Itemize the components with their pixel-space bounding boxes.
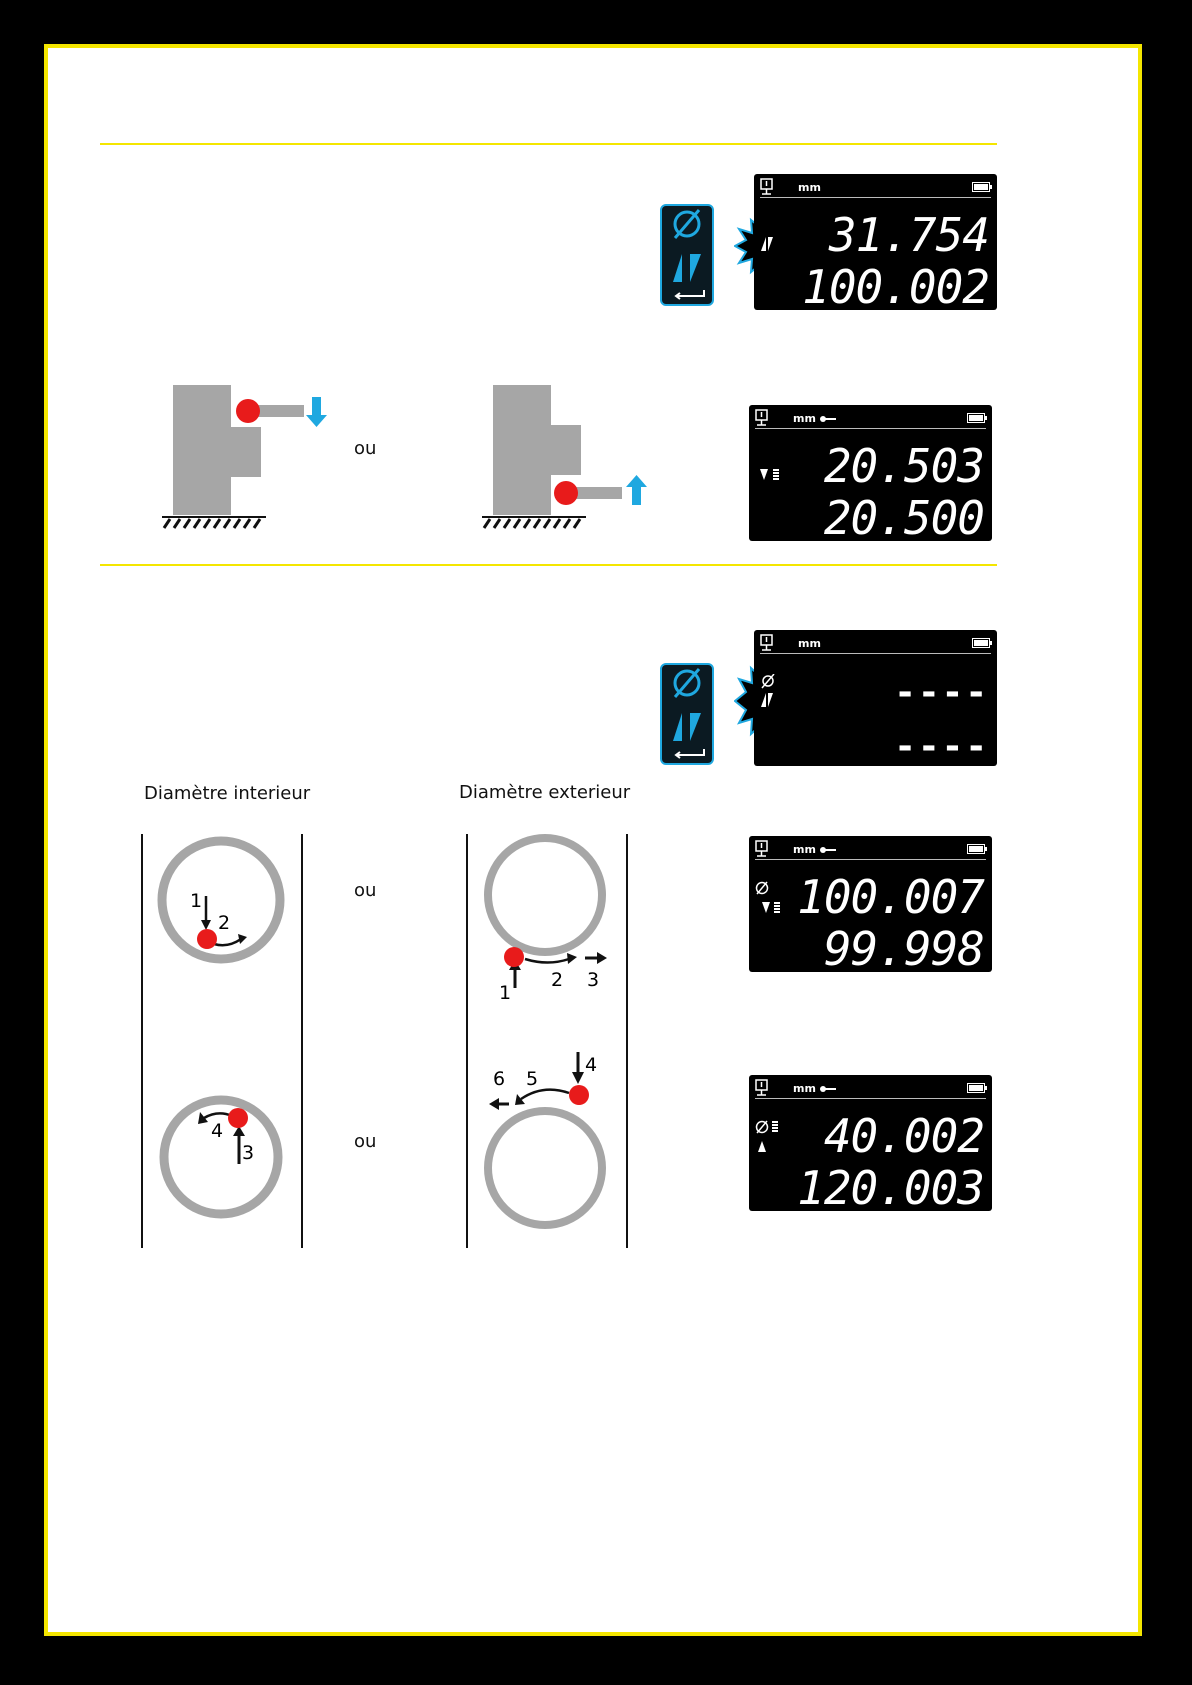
probe-status-icon <box>760 178 774 196</box>
arrow-up-icon <box>626 475 647 505</box>
display-1-bottom-value: 100.002 <box>802 260 989 310</box>
display-3-top-value: ---- <box>894 672 989 713</box>
outer-diameter-heading: Diamètre exterieur <box>459 782 631 803</box>
guide-line <box>626 834 628 1248</box>
diameter-min-indicator-icon <box>754 880 784 916</box>
or-label: ou <box>354 880 377 901</box>
step-label: 3 <box>587 969 600 991</box>
diameter-max-indicator-icon <box>754 1119 784 1155</box>
unit-label: mm <box>798 181 821 194</box>
unit-label: mm <box>793 843 816 856</box>
outer-diameter-diagram-b <box>473 1044 623 1234</box>
diameter-min-max-icon <box>760 674 776 708</box>
instruction-page <box>44 44 1142 1636</box>
height-measure-diagram-1 <box>156 383 346 533</box>
display-4 <box>749 836 992 972</box>
display-3-bottom-value: ---- <box>894 726 989 766</box>
section-divider-top <box>100 143 997 145</box>
probe-status-icon <box>755 840 769 858</box>
outer-diameter-diagram-a <box>473 834 623 1012</box>
display-5-top-value: 40.002 <box>823 1109 984 1163</box>
min-max-icon <box>760 236 774 252</box>
probe-key-icon <box>819 846 837 854</box>
display-4-bottom-value: 99.998 <box>823 922 984 972</box>
display-1-top-value: 31.754 <box>828 208 989 262</box>
section-divider-middle <box>100 564 997 566</box>
unit-label: mm <box>793 1082 816 1095</box>
probe-key-icon <box>819 1085 837 1093</box>
display-3 <box>754 630 997 766</box>
battery-icon <box>972 182 992 192</box>
step-label: 1 <box>499 982 512 1004</box>
guide-line <box>466 834 468 1248</box>
guide-line <box>141 834 143 1248</box>
step-label: 4 <box>585 1054 598 1076</box>
inner-diameter-diagram-a <box>148 834 298 974</box>
mode-key-2[interactable] <box>660 663 714 765</box>
or-label: ou <box>354 1131 377 1152</box>
unit-label: mm <box>793 412 816 425</box>
battery-icon <box>967 1083 987 1093</box>
guide-line <box>301 834 303 1248</box>
height-measure-diagram-2 <box>476 383 656 533</box>
min-indicator-icon <box>759 467 783 481</box>
step-label: 2 <box>551 969 564 991</box>
probe-key-icon <box>819 415 837 423</box>
step-label: 5 <box>526 1068 539 1090</box>
mode-key-1[interactable] <box>660 204 714 306</box>
unit-label: mm <box>798 637 821 650</box>
display-2-top-value: 20.503 <box>823 439 984 493</box>
or-label: ou <box>354 438 377 459</box>
step-label: 1 <box>190 890 203 912</box>
arrow-down-icon <box>306 397 327 427</box>
display-2-bottom-value: 20.500 <box>823 491 984 541</box>
display-5-bottom-value: 120.003 <box>797 1161 984 1211</box>
inner-diameter-diagram-b <box>148 1088 298 1228</box>
display-2 <box>749 405 992 541</box>
display-5 <box>749 1075 992 1211</box>
step-label: 2 <box>218 912 231 934</box>
step-label: 3 <box>242 1142 255 1164</box>
probe-status-icon <box>755 409 769 427</box>
step-label: 6 <box>493 1068 506 1090</box>
battery-icon <box>972 638 992 648</box>
inner-diameter-heading: Diamètre interieur <box>144 783 311 804</box>
battery-icon <box>967 844 987 854</box>
display-4-top-value: 100.007 <box>797 870 984 924</box>
probe-status-icon <box>760 634 774 652</box>
probe-status-icon <box>755 1079 769 1097</box>
display-1 <box>754 174 997 310</box>
battery-icon <box>967 413 987 423</box>
step-label: 4 <box>211 1120 224 1142</box>
